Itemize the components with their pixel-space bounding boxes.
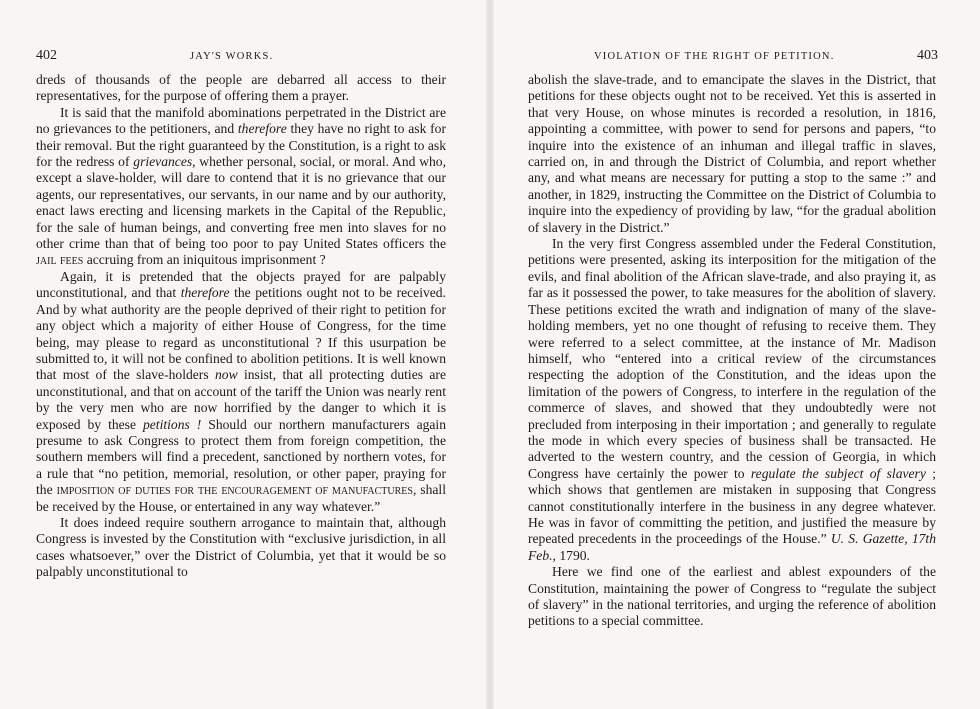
- right-running-head: VIOLATION OF THE RIGHT OF PETITION.: [594, 51, 835, 62]
- italic-text: U. S. Gazette, 17th Feb.: [528, 531, 936, 563]
- paragraph-text: Here we find one of the earliest and ablest expounders of the Constitution, maintaining the power of Congress to “regulate the subject of slavery” in the national territories, and urging the reference of abolition petitions to a special committee.: [528, 564, 936, 629]
- paragraph-text: Should our northern manufacturers again presume to ask Congress to protect them from foreign competition, the southern members will find a precedent, sanctioned by northern votes, for a rule that “no petition, memorial, resolution, or other paper, praying for the: [36, 416, 447, 498]
- paragraph: [36, 105, 446, 269]
- paragraph-text: , 1790.: [552, 547, 590, 563]
- left-running-head: JAY'S WORKS.: [190, 51, 274, 62]
- paragraph: [528, 236, 936, 564]
- right-page-header: [490, 48, 980, 64]
- right-page-number: 403: [917, 48, 938, 63]
- italic-text: regulate the subject of slavery: [750, 465, 926, 481]
- paragraph-text: ; which shows that gentlemen are mistaken in supposing that Congress cannot constitutionally interfere in the business in any degree whatever. He was in favor of committing the petition, and justified the measure by repeated precedents in the proceedings of the House.”: [528, 465, 936, 547]
- paragraph-text: the petitions ought not to be received. And by what authority are the people deprived of their right to petition for any object which a majority of either House of Congress, for the time being, may please to regard as unconstitutional ? If this usurpation be submitted to, it will not be confined to abolition petitions. It is well known that most of the slave-holders: [36, 285, 447, 383]
- paragraph-text: they have no right to ask for their removal. But the right guaranteed by the Constitution, is a right to ask for the redress of: [36, 121, 446, 170]
- paragraph: [36, 515, 446, 581]
- paragraph: [36, 269, 446, 515]
- paragraph-text: dreds of thousands of the people are debarred all access to their representatives, for the purpose of offering them a prayer.: [36, 72, 446, 104]
- right-page: [490, 0, 980, 709]
- italic-text: grievances: [133, 154, 193, 170]
- paragraph-text: accruing from an iniquitous imprisonment ?: [83, 252, 326, 268]
- paragraph-text: It does indeed require southern arrogance to maintain that, although Congress is invested by the Constitution with “exclusive jurisdiction, in all cases whatsoever,” over the District of Columbia, yet that it would be so palpably unconstitutional to: [36, 514, 446, 580]
- paragraph: [528, 564, 936, 630]
- paragraph-text: , whether personal, social, or moral. And who, except a slave-holder, will dare to contend that it is no grievance that our agents, our representatives, our servants, in our name and by our authority, enact laws erecting and licensing markets in the Capital of the Republic, for the sale of human beings, and converting free men into slaves for no other crime than that of being too poor to pay United States officers the: [36, 154, 446, 252]
- paragraph: [528, 72, 936, 236]
- italic-text: petitions !: [142, 416, 202, 432]
- paragraph: [36, 72, 446, 105]
- small-caps-text: jail fees: [36, 252, 84, 268]
- left-page-body: [36, 72, 446, 581]
- paragraph-text: It is said that the manifold abominations perpetrated in the District are no grievances to the petitioners, and: [36, 104, 446, 137]
- italic-text: therefore: [180, 285, 230, 301]
- right-page-body: [528, 72, 936, 630]
- left-page-header: [0, 48, 490, 64]
- paragraph-text: insist, that all protecting duties are unconstitutional, and that on account of the tariff the Union was nearly rent by the very men who are now horrified by the danger to which it is exposed by these: [36, 367, 446, 432]
- paragraph-text: In the very first Congress assembled under the Federal Constitution, petitions were presented, asking its interposition for the mitigation of the evils, and final abolition of the African slave-trade, and also praying it, as far as it possessed the power, to take measures for the abolition of slavery. These petitions excited the wrath and indignation of many of the slave-holding members, yet no one thought of refusing to receive them. They were referred to a select committee, at the instance of Mr. Madison himself, who “entered into a critical review of the circumstances respecting the adoption of the Constitution, and the ideas upon the limitation of the powers of Congress, to interfere in the regulation of the commerce of slaves, and showed that they undoubtedly were not precluded from interposing in their importation ; and generally to regulate the mode in which every species of business shall be transacted. He adverted to the western country, and the cession of Georgia, in which Congress have certainly the power to: [528, 236, 936, 481]
- paragraph-text: Again, it is pretended that the objects prayed for are palpably unconstitutional, and that: [36, 268, 446, 301]
- paragraph-text: abolish the slave-trade, and to emancipate the slaves in the District, that petitions for these objects ought not to be received. Yet this is asserted in that very House, on whose minutes is recorded a resolution, in 1816, appointing a committee, with power to send for persons and papers, “to inquire into the existence of an inhuman and illegal traffic in slaves, carried on, in and through the District of Columbia, and report whether any, and what means are necessary for putting a stop to the same :” and another, in 1829, instructing the Committee on the District of Columbia to inquire into the expediency of providing by law, “for the gradual abolition of slavery in the District.”: [528, 72, 936, 235]
- paragraph-text: , shall be received by the House, or entertained in any way whatever.”: [36, 482, 446, 514]
- left-page-number: 402: [36, 48, 57, 63]
- small-caps-text: imposition of duties for the encouragement of manufactures: [56, 482, 413, 498]
- italic-text: now: [214, 367, 238, 383]
- italic-text: therefore: [237, 121, 287, 137]
